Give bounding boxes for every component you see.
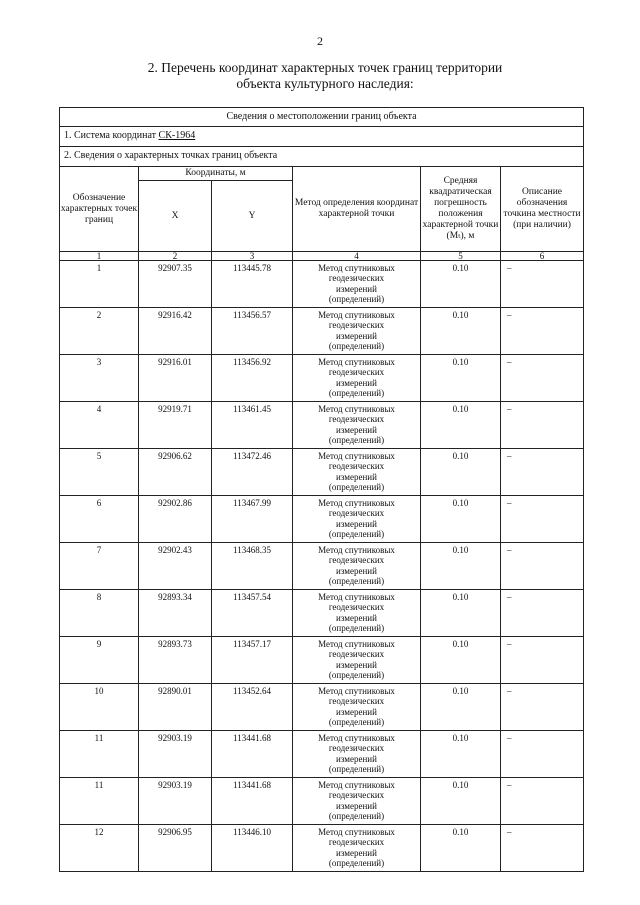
method-line: (определений) <box>328 811 385 822</box>
cell-point: 2 <box>60 308 139 355</box>
cell-error: 0.10 <box>421 543 501 590</box>
method-line: Метод спутниковых <box>318 733 395 743</box>
method-line: Метод спутниковых <box>318 263 395 273</box>
cell-description: – <box>501 355 584 402</box>
cell-method <box>293 637 421 684</box>
cell-error: 0.10 <box>421 590 501 637</box>
header-coordinates: Координаты, м <box>139 167 293 181</box>
cell-method <box>293 825 421 872</box>
header-method: Метод определения координат характерной точки <box>293 167 421 252</box>
cell-y: 113456.92 <box>212 355 293 402</box>
header-description: Описание обозначения точкина местности (при наличии) <box>501 167 584 252</box>
method-line: Метод спутниковых <box>318 451 395 461</box>
method-line: Метод спутниковых <box>318 404 395 414</box>
method-line: (определений) <box>328 435 385 446</box>
cell-description: – <box>501 543 584 590</box>
cell-error: 0.10 <box>421 778 501 825</box>
method-line: геодезических <box>328 414 385 425</box>
cell-point: 10 <box>60 684 139 731</box>
method-line: геодезических <box>328 367 385 378</box>
cell-y: 113445.78 <box>212 261 293 308</box>
cell-error: 0.10 <box>421 637 501 684</box>
cell-x: 92919.71 <box>139 402 212 449</box>
method-line: геодезических <box>328 320 385 331</box>
header-error: Средняя квадратическая погрешность положения характерной точки (Mₜ), м <box>421 167 501 252</box>
cell-error: 0.10 <box>421 449 501 496</box>
cell-x: 92903.19 <box>139 731 212 778</box>
cell-y: 113446.10 <box>212 825 293 872</box>
method-line: (определений) <box>328 341 385 352</box>
table-row <box>60 684 584 731</box>
cell-point: 3 <box>60 355 139 402</box>
cell-x: 92916.01 <box>139 355 212 402</box>
method-line: (определений) <box>328 764 385 775</box>
cell-y: 113457.54 <box>212 590 293 637</box>
table-row <box>60 778 584 825</box>
cell-x: 92902.43 <box>139 543 212 590</box>
cell-point: 4 <box>60 402 139 449</box>
document-heading <box>90 60 560 92</box>
method-line: геодезических <box>328 790 385 801</box>
cell-description: – <box>501 261 584 308</box>
method-line: геодезических <box>328 508 385 519</box>
cell-y: 113467.99 <box>212 496 293 543</box>
cell-error: 0.10 <box>421 496 501 543</box>
column-number: 3 <box>212 252 293 261</box>
cell-x: 92907.35 <box>139 261 212 308</box>
cell-error: 0.10 <box>421 355 501 402</box>
table-row <box>60 825 584 872</box>
method-line: (определений) <box>328 717 385 728</box>
method-line: Метод спутниковых <box>318 357 395 367</box>
method-line: Метод спутниковых <box>318 780 395 790</box>
cell-point: 12 <box>60 825 139 872</box>
cell-x: 92916.42 <box>139 308 212 355</box>
method-line: Метод спутниковых <box>318 827 395 837</box>
method-line: (определений) <box>328 623 385 634</box>
cell-method <box>293 261 421 308</box>
table-row <box>60 449 584 496</box>
column-number: 1 <box>60 252 139 261</box>
cell-x: 92906.95 <box>139 825 212 872</box>
method-line: геодезических <box>328 696 385 707</box>
method-line: измерений <box>336 283 377 294</box>
method-line: измерений <box>336 659 377 670</box>
column-number: 4 <box>293 252 421 261</box>
method-line: геодезических <box>328 273 385 284</box>
cell-y: 113468.35 <box>212 543 293 590</box>
table-row <box>60 355 584 402</box>
cell-method <box>293 731 421 778</box>
method-line: геодезических <box>328 837 385 848</box>
cell-y: 113452.64 <box>212 684 293 731</box>
cell-point: 5 <box>60 449 139 496</box>
cell-y: 113461.45 <box>212 402 293 449</box>
method-line: (определений) <box>328 529 385 540</box>
cell-x: 92902.86 <box>139 496 212 543</box>
cell-x: 92906.62 <box>139 449 212 496</box>
table-row <box>60 308 584 355</box>
heading-line-2: объекта культурного наследия: <box>236 76 414 91</box>
table-row <box>60 637 584 684</box>
page-number: 2 <box>317 34 323 48</box>
method-line: геодезических <box>328 555 385 566</box>
cell-method <box>293 402 421 449</box>
method-line: измерений <box>336 330 377 341</box>
table-row <box>60 261 584 308</box>
cell-point: 1 <box>60 261 139 308</box>
method-line: Метод спутниковых <box>318 639 395 649</box>
coordinate-system-prefix: 1. Система координат <box>64 130 159 142</box>
method-line: (определений) <box>328 294 385 305</box>
header-point: Обозначение характерных точек границ <box>60 167 139 252</box>
cell-method <box>293 496 421 543</box>
method-line: измерений <box>336 565 377 576</box>
method-line: измерений <box>336 800 377 811</box>
method-line: (определений) <box>328 388 385 399</box>
cell-error: 0.10 <box>421 731 501 778</box>
cell-point: 6 <box>60 496 139 543</box>
cell-description: – <box>501 590 584 637</box>
cell-point: 11 <box>60 731 139 778</box>
table-title: Сведения о местоположении границ объекта <box>60 108 584 127</box>
method-line: Метод спутниковых <box>318 310 395 320</box>
cell-x: 92890.01 <box>139 684 212 731</box>
method-line: Метод спутниковых <box>318 545 395 555</box>
cell-y: 113441.68 <box>212 731 293 778</box>
cell-description: – <box>501 402 584 449</box>
cell-x: 92903.19 <box>139 778 212 825</box>
cell-method <box>293 449 421 496</box>
cell-method <box>293 308 421 355</box>
cell-description: – <box>501 637 584 684</box>
header-y: Y <box>212 181 293 252</box>
coordinate-system <box>60 127 584 147</box>
column-number: 5 <box>421 252 501 261</box>
method-line: (определений) <box>328 858 385 869</box>
table-row <box>60 543 584 590</box>
table-row <box>60 402 584 449</box>
method-line: измерений <box>336 847 377 858</box>
cell-description: – <box>501 308 584 355</box>
method-line: (определений) <box>328 576 385 587</box>
method-line: (определений) <box>328 482 385 493</box>
cell-error: 0.10 <box>421 825 501 872</box>
cell-point: 7 <box>60 543 139 590</box>
method-line: измерений <box>336 753 377 764</box>
cell-method <box>293 684 421 731</box>
points-section-header: 2. Сведения о характерных точках границ объекта <box>60 147 584 167</box>
cell-error: 0.10 <box>421 684 501 731</box>
method-line: измерений <box>336 424 377 435</box>
cell-method <box>293 355 421 402</box>
cell-description: – <box>501 778 584 825</box>
cell-description: – <box>501 825 584 872</box>
method-line: (определений) <box>328 670 385 681</box>
method-line: измерений <box>336 706 377 717</box>
method-line: Метод спутниковых <box>318 592 395 602</box>
method-line: измерений <box>336 377 377 388</box>
cell-method <box>293 778 421 825</box>
coordinate-system-name: СК-1964 <box>158 130 196 142</box>
cell-method <box>293 590 421 637</box>
cell-error: 0.10 <box>421 308 501 355</box>
cell-y: 113457.17 <box>212 637 293 684</box>
method-line: геодезических <box>328 602 385 613</box>
cell-x: 92893.34 <box>139 590 212 637</box>
cell-description: – <box>501 731 584 778</box>
cell-point: 11 <box>60 778 139 825</box>
table-row <box>60 731 584 778</box>
method-line: Метод спутниковых <box>318 686 395 696</box>
method-line: Метод спутниковых <box>318 498 395 508</box>
cell-y: 113441.68 <box>212 778 293 825</box>
method-line: геодезических <box>328 461 385 472</box>
cell-method <box>293 543 421 590</box>
method-line: геодезических <box>328 743 385 754</box>
cell-point: 9 <box>60 637 139 684</box>
cell-error: 0.10 <box>421 402 501 449</box>
cell-description: – <box>501 496 584 543</box>
cell-description: – <box>501 684 584 731</box>
header-x: X <box>139 181 212 252</box>
cell-point: 8 <box>60 590 139 637</box>
heading-line-1: 2. Перечень координат характерных точек границ территории <box>147 60 503 75</box>
method-line: измерений <box>336 471 377 482</box>
method-line: геодезических <box>328 649 385 660</box>
cell-y: 113456.57 <box>212 308 293 355</box>
column-number: 2 <box>139 252 212 261</box>
table-row <box>60 496 584 543</box>
method-line: измерений <box>336 518 377 529</box>
column-number: 6 <box>501 252 584 261</box>
cell-error: 0.10 <box>421 261 501 308</box>
table-row <box>60 590 584 637</box>
method-line: измерений <box>336 612 377 623</box>
cell-x: 92893.73 <box>139 637 212 684</box>
cell-y: 113472.46 <box>212 449 293 496</box>
cell-description: – <box>501 449 584 496</box>
coordinates-table <box>59 107 584 872</box>
